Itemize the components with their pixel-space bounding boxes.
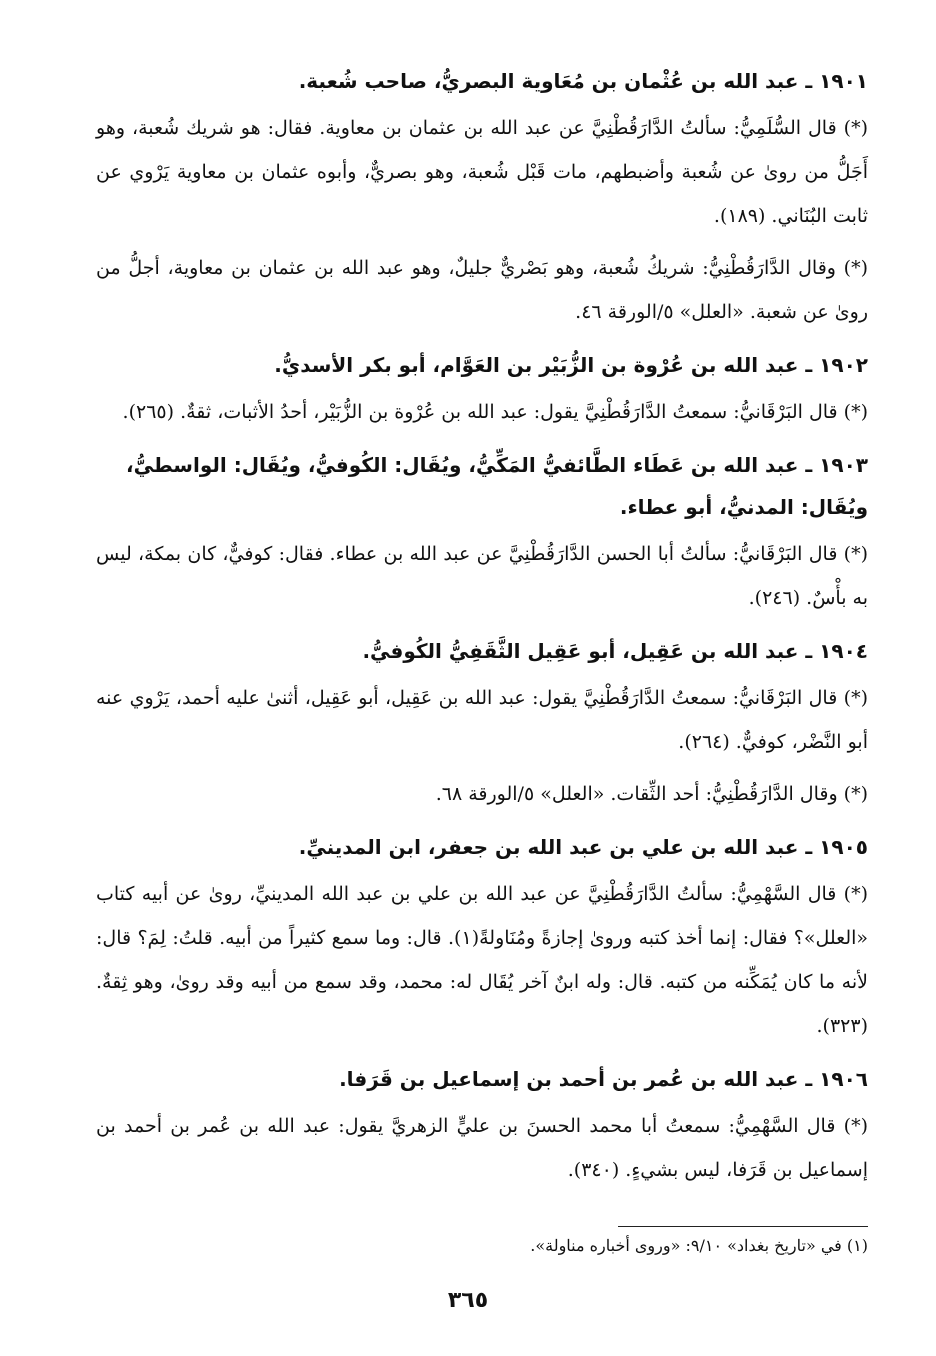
entry-1906	[96, 1058, 868, 1192]
entry-title: ١٩٠٥ ـ عبد الله بن علي بن عبد الله بن جعفر، ابن المدينيِّ.	[298, 835, 868, 859]
entry-1901	[96, 60, 868, 334]
entry-paragraph: (*) قال السُّلَمِيُّ: سألتُ الدَّارَقُطْنِيَّ عن عبد الله بن عثمان بن معاوية. فقال: هو شريك شُعبة، وهو أَجَلُّ من روىٰ عن شُعبة وأضبطهم، مات قَبْل شُعبة، وهو بصريٌّ، وأبوه عثمان بن معاوية يَرْوي عن ثابت البُنَاني. (١٨٩).	[96, 117, 868, 227]
page-number: ٣٦٥	[447, 1288, 489, 1313]
entry-1904	[96, 630, 868, 816]
entry-1905	[96, 826, 868, 1048]
entry-paragraph: (*) قال السَّهْمِيُّ: سمعتُ أبا محمد الحسنَ بن عليٍّ الزهريَّ يقول: عبد الله بن عُمر بن أحمد بن إسماعيل بن قَرَفا، ليس بشيءٍ. (٣٤٠).	[96, 1115, 868, 1181]
footnote-divider	[618, 1226, 868, 1227]
entry-title: ١٩٠٣ ـ عبد الله بن عَطَاء الطَّائفيُّ المَكِّيُّ، ويُقَال: الكُوفيُّ، ويُقَال: الواسطيُّ، ويُقَال: المدنيُّ، أبو عطاء.	[125, 453, 868, 519]
entry-title: ١٩٠١ ـ عبد الله بن عُثْمان بن مُعَاوية البصريُّ، صاحب شُعبة.	[298, 69, 868, 93]
entry-paragraph: (*) وقال الدَّارَقُطْنِيُّ: شريكُ شُعبة، وهو بَصْريٌّ جليلٌ، وهو عبد الله بن عثمان بن معاوية، أجلُّ من روىٰ عن شعبة. «العلل» ٥/الورقة ٤٦.	[96, 257, 868, 323]
footnote: (١) في «تاريخ بغداد» ٩/١٠: «وروى أخباره مناولة».	[530, 1236, 868, 1255]
entry-title: ١٩٠٤ ـ عبد الله بن عَقِيل، أبو عَقِيل الثَّقَفِيُّ الكُوفيُّ.	[362, 639, 868, 663]
entry-paragraph: (*) قال البَرْقَانيُّ: سألتُ أبا الحسن الدَّارَقُطْنِيَّ عن عبد الله بن عطاء. فقال: كوفيٌّ، كان بمكة، ليس به بأْسٌ. (٢٤٦).	[96, 543, 868, 609]
entry-paragraph: (*) قال البَرْقَانيُّ: سمعتُ الدَّارَقُطْنِيَّ يقول: عبد الله بن عَقِيل، أبو عَقِيل، أثنىٰ عليه أحمد، يَرْوي عنه أبو النَّضْر، كوفيٌّ. (٢٦٤).	[96, 687, 868, 753]
document-page	[96, 60, 868, 1202]
entry-paragraph: (*) قال البَرْقَانيُّ: سمعتُ الدَّارَقُطْنِيَّ يقول: عبد الله بن عُرْوة بن الزُّبَيْر، أحدُ الأثبات، ثقةٌ. (٢٦٥).	[122, 401, 868, 423]
entry-1902	[96, 344, 868, 434]
entry-paragraph: (*) وقال الدَّارَقُطْنِيُّ: أحد الثِّقات. «العلل» ٥/الورقة ٦٨.	[435, 783, 868, 805]
entry-title: ١٩٠٢ ـ عبد الله بن عُرْوة بن الزُّبَيْر بن العَوَّام، أبو بكر الأسديُّ.	[274, 353, 868, 377]
entry-title: ١٩٠٦ ـ عبد الله بن عُمر بن أحمد بن إسماعيل بن قَرَفا.	[339, 1067, 868, 1091]
entry-paragraph: (*) قال السَّهْمِيُّ: سألتُ الدَّارَقُطْنِيَّ عن عبد الله بن علي بن عبد الله المدينيِّ، روىٰ عن أبيه كتاب «العلل»؟ فقال: إنما أخذ كتبه وروىٰ إجازةً ومُنَاولةً(١). قال: وما سمع كثيراً من أبيه. قلتُ: لِمَ؟ قال: لأنه ما كان يُمَكِّنه من كتبه. قال: وله ابنٌ آخر يُقَال له: محمد، وقد سمع من أبيه وقد روىٰ، وهو ثِقةٌ. (٣٢٣).	[96, 883, 869, 1037]
entry-1903	[96, 444, 868, 620]
